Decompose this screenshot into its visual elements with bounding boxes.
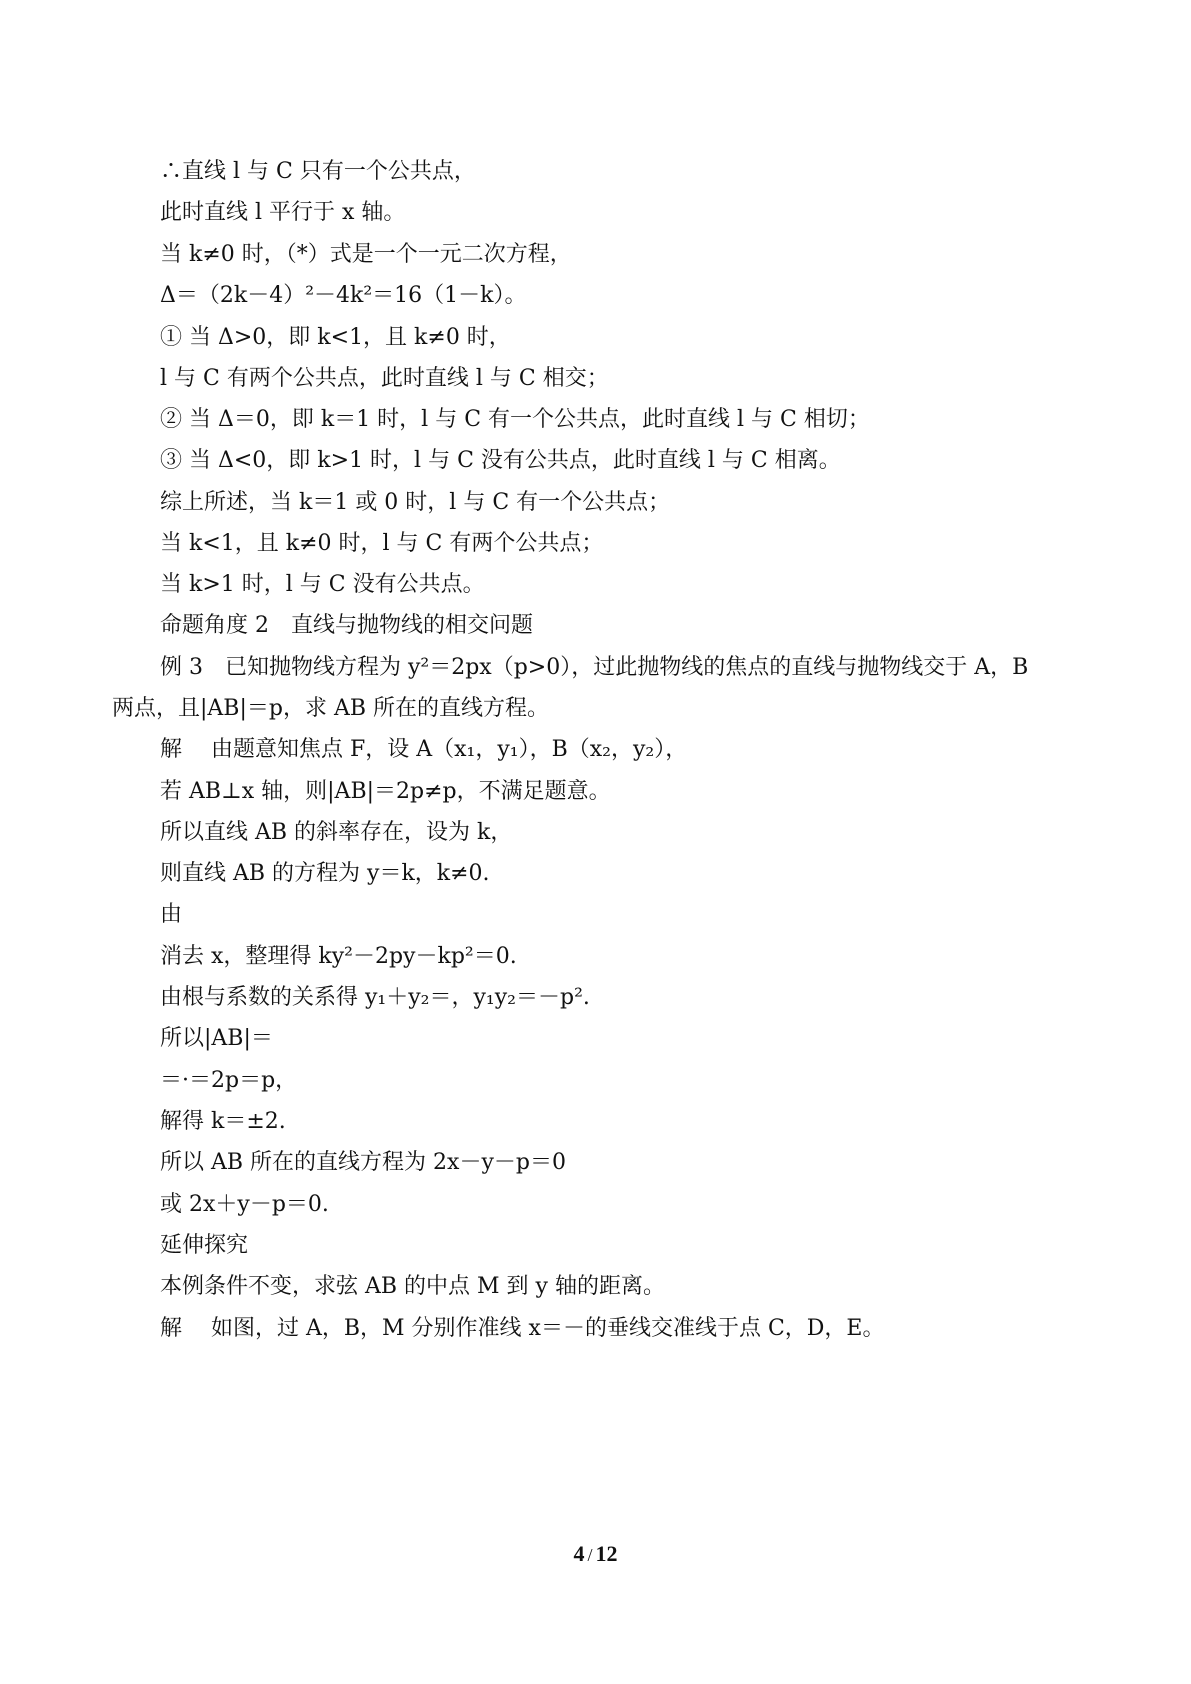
text-line: 消去 x，整理得 ky²－2py－kp²＝0. — [160, 944, 517, 969]
text-line: 所以直线 AB 的斜率存在，设为 k， — [160, 820, 513, 845]
text-line: 当 k≠0 时，（*）式是一个一元二次方程， — [160, 242, 572, 267]
text-line: 则直线 AB 的方程为 y＝k，k≠0. — [160, 861, 490, 886]
text-line: 当 k>1 时，l 与 C 没有公共点。 — [160, 572, 485, 597]
page-separator: / — [587, 1545, 593, 1565]
text-line: 或 2x＋y－p＝0. — [160, 1192, 329, 1217]
text-line: 当 k<1，且 k≠0 时，l 与 C 有两个公共点； — [160, 531, 604, 556]
text-line: 所以|AB|＝ — [160, 1026, 273, 1051]
text-line: 此时直线 l 平行于 x 轴。 — [160, 200, 406, 225]
section-heading: 延伸探究 — [160, 1233, 249, 1258]
text-line: 解 如图，过 A，B，M 分别作准线 x＝－的垂线交准线于点 C，D，E。 — [160, 1316, 885, 1341]
text-line: 解得 k＝±2. — [160, 1109, 286, 1134]
text-line: 由根与系数的关系得 y₁＋y₂＝，y₁y₂＝－p². — [160, 985, 590, 1010]
text-line: ＝·＝2p＝p， — [160, 1068, 298, 1093]
text-line: ① 当 Δ>0，即 k<1，且 k≠0 时， — [160, 325, 511, 350]
total-pages: 12 — [595, 1541, 618, 1566]
text-line: 所以 AB 所在的直线方程为 2x－y－p＝0 — [160, 1150, 566, 1175]
text-line: 本例条件不变，求弦 AB 的中点 M 到 y 轴的距离。 — [160, 1274, 665, 1299]
text-line: Δ＝（2k－4）²－4k²＝16（1－k）。 — [160, 283, 527, 308]
text-line: 解 由题意知焦点 F，设 A（x₁，y₁），B（x₂，y₂）， — [160, 737, 688, 762]
text-line: 综上所述，当 k＝1 或 0 时，l 与 C 有一个公共点； — [160, 490, 671, 515]
text-line: 若 AB⊥x 轴，则|AB|＝2p≠p，不满足题意。 — [160, 779, 611, 804]
example-statement: 例 3 已知抛物线方程为 y²＝2px（p>0），过此抛物线的焦点的直线与抛物线交于 A，B — [160, 655, 1029, 680]
example-statement-continued: 两点，且|AB|＝p，求 AB 所在的直线方程。 — [112, 696, 550, 721]
text-line: ② 当 Δ＝0，即 k＝1 时，l 与 C 有一个公共点，此时直线 l 与 C 相切； — [160, 407, 870, 432]
text-line: l 与 C 有两个公共点，此时直线 l 与 C 相交； — [160, 366, 609, 391]
section-heading: 命题角度 2 直线与抛物线的相交问题 — [160, 613, 533, 638]
text-line: ∴直线 l 与 C 只有一个公共点， — [160, 159, 476, 184]
text-line: 由 — [160, 902, 183, 927]
page-number — [0, 1541, 1191, 1567]
text-line: ③ 当 Δ<0，即 k>1 时，l 与 C 没有公共点，此时直线 l 与 C 相离。 — [160, 448, 841, 473]
current-page: 4 — [573, 1541, 585, 1566]
